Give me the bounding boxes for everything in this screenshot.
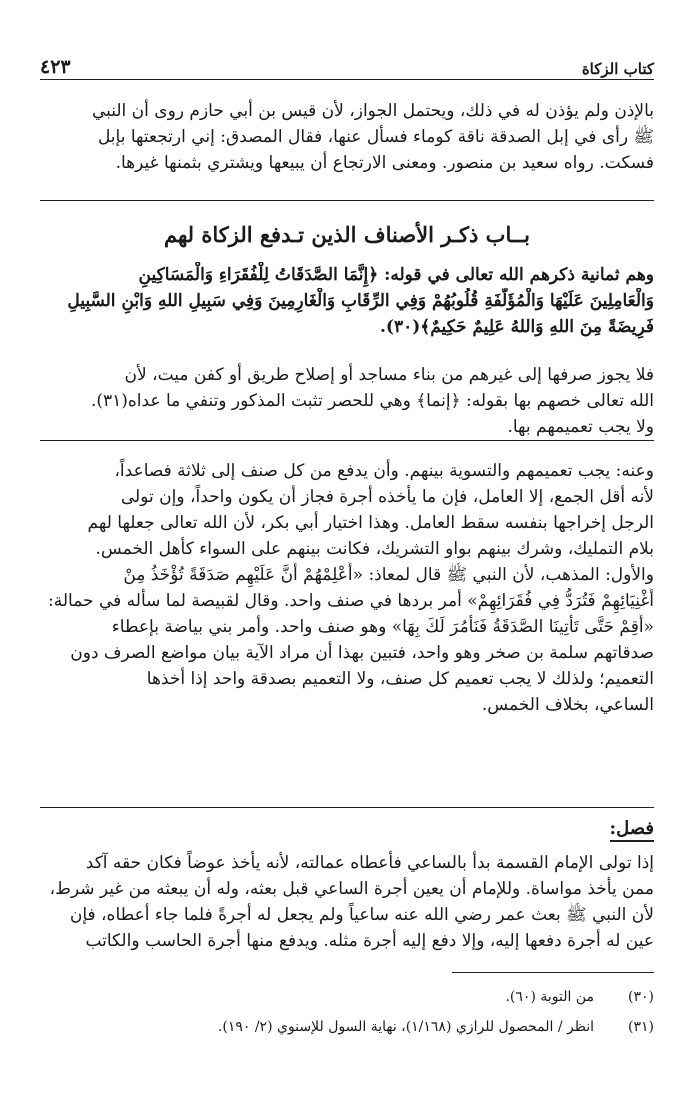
footnote-text: انظر / المحصول للرازي (١/١٦٨)، نهاية السول للإسنوي (٢/ ١٩٠). <box>217 1019 594 1035</box>
header-rule <box>40 79 654 80</box>
section-divider <box>40 807 654 808</box>
paragraph-collector-fee <box>40 850 654 954</box>
intro-paragraph <box>40 98 654 176</box>
text-line: وَالْعَامِلِينَ عَلَيْهَا وَالْمُؤَلَّفَةِ قُلُوبُهُمْ وَفِي الرِّقَابِ وَالْغَارِمِينَ وَفِي سَبِيلِ اللهِ وَابْنِ السَّبِيلِ <box>67 291 654 311</box>
text-line: «أَقِمْ حَتَّى تَأْتِينَا الصَّدَقَةُ فَنَأْمُرَ لَكَ بِهَا» وهو صنف واحد. وأمر بني بياضة بإعطاء <box>111 617 654 637</box>
text-line: والأول: المذهب، لأن النبي ﷺ قال لمعاذ: «أَعْلِمْهُمْ أَنَّ عَلَيْهِم صَدَقَةً تُؤْخَذُ مِنْ <box>123 565 654 585</box>
text-line: فَرِيضَةً مِنَ اللهِ وَاللهُ عَلِيمٌ حَكِيمٌ﴾(٣٠). <box>379 317 654 337</box>
text-line: ولا يجب تعميمهم بها. <box>507 417 654 437</box>
text-line: ممن يأخذ مواساة. وللإمام أن يعين أجرة الساعي قبل بعثه، وله أن يبعثه من غير شرط، <box>49 879 654 899</box>
text-line: بالإذن ولم يؤذن له في ذلك، ويحتمل الجواز، لأن قيس بن أبي حازم روى أن النبي <box>91 101 654 121</box>
text-line: بلام التمليك، وشرك بينهم بواو التشريك، فكانت بينهم على السواء كأهل الخمس. <box>95 539 654 559</box>
text-line: ﷺ رأى في إبل الصدقة ناقة كوماء فسأل عنها، فقال المصدق: إني ارتجعتها بإبل <box>97 127 654 147</box>
book-title: كتاب الزكاة <box>581 60 654 78</box>
page-number: ٤٢٣ <box>40 56 71 78</box>
text-line: وهم ثمانية ذكرهم الله تعالى في قوله: ﴿إِنَّمَا الصَّدَقَاتُ لِلْفُقَرَاءِ وَالْمَسَاكِينِ <box>138 265 654 285</box>
paragraph-distribution <box>40 458 654 718</box>
footnote <box>40 982 654 1012</box>
paragraph-restriction <box>40 362 654 440</box>
text-line: أَغْنِيَائِهِمْ فَتُرَدُّ فِي فُقَرَائِهِمْ» أمر بردها في صنف واحد. وقال لقبيصة لما سأله في حمالة: <box>48 591 654 611</box>
footnote-rule <box>452 972 654 973</box>
fasl-heading <box>40 818 654 839</box>
text-line: الله تعالى خصهم بها بقوله: ﴿إنما﴾ وهي للحصر تثبت المذكور وتنفي ما عداه(٣١). <box>90 391 654 411</box>
footnote <box>40 1012 654 1042</box>
text-line: إذا تولى الإمام القسمة بدأ بالساعي فأعطاه عمالته، لأنه يأخذ عوضاً فكان حقه آكد <box>85 853 654 873</box>
text-line: لأنه أقل الجمع، إلا العامل، فإن ما يأخذه أجرة فجاز أن يكون واحداً، وإن تولى <box>120 487 654 507</box>
footnote-text: من التوبة (٦٠). <box>505 989 594 1005</box>
text-line: صدقاتهم سلمة بن صخر وهو واحد، فتبين بهذا أن مراد الآية بيان مواضع الصرف دون <box>70 643 654 663</box>
text-line: فسكت. رواه سعيد بن منصور. ومعنى الارتجاع أن يبيعها ويشتري بثمنها غيرها. <box>115 153 654 173</box>
text-line: عين له أجرة دفعها إليه، وإلا دفع إليه أجرة مثله. ويدفع منها أجرة الحاسب والكاتب <box>85 931 654 951</box>
page-header <box>40 44 654 78</box>
text-line: فلا يجوز صرفها إلى غيرهم من بناء مساجد أو إصلاح طريق أو كفن ميت، لأن <box>124 365 654 385</box>
fasl-heading-text: فصل: <box>610 818 655 842</box>
paragraph-eight-categories <box>40 262 654 340</box>
section-divider <box>40 200 654 201</box>
text-line: الرجل إخراجها بنفسه سقط العامل. وهذا اختيار أبي بكر، لأن الله تعالى جعلها لهم <box>87 513 654 533</box>
section-divider <box>40 440 654 441</box>
footnote-number: (٣٠) <box>628 989 654 1005</box>
text-line: التعميم؛ ولذلك لا يجب تعميم كل صنف، ولا التعميم بصدقة واحد إذا أخذها <box>146 669 654 689</box>
text-line: لأن النبي ﷺ بعث عمر رضي الله عنه ساعياً ولم يجعل له أجرةً فلما جاء أعطاه، فإن <box>69 905 654 925</box>
footnote-number: (٣١) <box>628 1019 654 1035</box>
text-line: وعنه: يجب تعميمهم والتسوية بينهم. وأن يدفع من كل صنف إلى ثلاثة فصاعداً، <box>114 461 654 481</box>
footnotes <box>40 982 654 1042</box>
section-title: بــاب ذكـر الأصناف الذين تـدفع الزكاة لهم <box>163 222 530 247</box>
text-line: الساعي، بخلاف الخمس. <box>481 695 654 715</box>
